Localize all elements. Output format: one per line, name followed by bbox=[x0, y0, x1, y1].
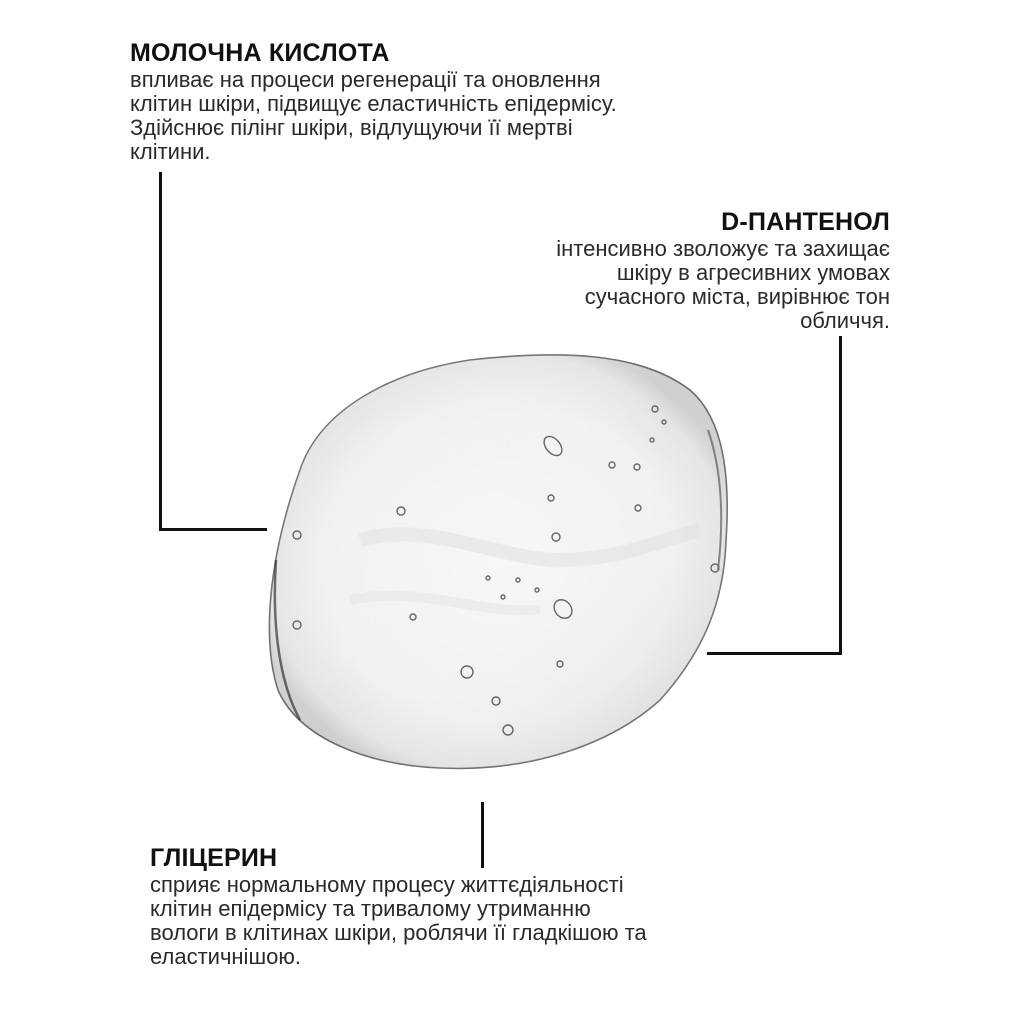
panthenol-connector-horizontal bbox=[707, 652, 842, 655]
lactic-acid-callout bbox=[130, 38, 770, 164]
description-line: впливає на процеси регенерації та оновлення bbox=[130, 67, 601, 92]
description-line: обличчя. bbox=[800, 308, 890, 333]
lactic-acid-connector-vertical bbox=[159, 172, 162, 531]
description-line: клітин шкіри, підвищує еластичність епідермісу. bbox=[130, 91, 617, 116]
lactic-acid-connector-horizontal bbox=[159, 528, 267, 531]
panthenol-title: D-ПАНТЕНОЛ bbox=[721, 208, 890, 236]
lactic-acid-description bbox=[130, 68, 770, 164]
description-line: сучасного міста, вирівнює тон bbox=[584, 284, 890, 309]
panthenol-connector-vertical bbox=[839, 336, 842, 655]
description-line: вологи в клітинах шкіри, роблячи її гладкішою та bbox=[150, 920, 647, 945]
description-line: сприяє нормальному процесу життєдіяльності bbox=[150, 872, 624, 897]
description-line: шкіру в агресивних умовах bbox=[616, 260, 890, 285]
description-line: еластичнішою. bbox=[150, 944, 301, 969]
description-line: клітини. bbox=[130, 139, 211, 164]
description-line: Здійснює пілінг шкіри, відлущуючи її мертві bbox=[130, 115, 573, 140]
panthenol-callout bbox=[450, 207, 890, 333]
panthenol-description bbox=[450, 237, 890, 333]
glycerin-title: ГЛІЦЕРИН bbox=[150, 844, 278, 872]
description-line: клітин епідермісу та тривалому утриманню bbox=[150, 896, 591, 921]
glycerin-description bbox=[150, 873, 790, 969]
glycerin-callout bbox=[150, 843, 790, 969]
lactic-acid-title: МОЛОЧНА КИСЛОТА bbox=[130, 39, 390, 67]
description-line: інтенсивно зволожує та захищає bbox=[556, 236, 890, 261]
